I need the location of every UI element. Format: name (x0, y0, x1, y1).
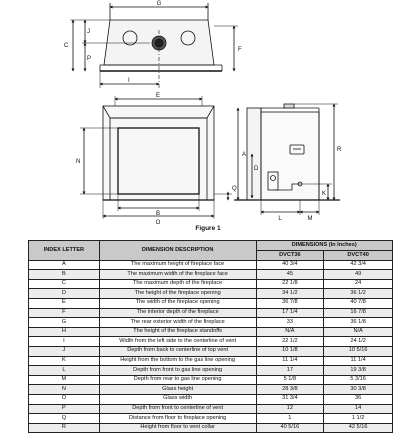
cell-index-letter: O (29, 394, 100, 404)
letter-b: B (155, 211, 161, 217)
cell-dvct36: 12 (256, 404, 324, 414)
table-header (29, 241, 393, 261)
cell-dvct36: 28 3/8 (256, 385, 324, 395)
letter-m: M (307, 216, 313, 222)
cell-description: Height from the bottom to the gas line opening (99, 356, 256, 366)
cell-dvct36: 33 (256, 318, 324, 328)
letter-e: E (155, 93, 161, 99)
cell-dvct36: 34 1/2 (256, 289, 324, 299)
cell-index-letter: G (29, 318, 100, 328)
cell-dvct40: 5 3/16 (324, 375, 393, 385)
letter-r: R (337, 147, 342, 153)
cell-index-letter: J (29, 346, 100, 356)
cell-dvct36: 40 5/16 (256, 423, 324, 433)
top-view (70, 3, 238, 90)
letter-g: G (156, 1, 162, 7)
header-dvct40: DVCT40 (324, 251, 393, 261)
cell-index-letter: B (29, 270, 100, 280)
table-row (29, 308, 393, 318)
table-row (29, 394, 393, 404)
table-body (29, 260, 393, 433)
table-row (29, 337, 393, 347)
cell-dvct36: 17 1/4 (256, 308, 324, 318)
table-row (29, 356, 393, 366)
cell-index-letter: H (29, 327, 100, 337)
cell-index-letter: K (29, 356, 100, 366)
header-dimensions-group: DIMENSIONS (In Inches) (256, 241, 393, 251)
cell-index-letter: L (29, 366, 100, 376)
cell-dvct40: 1 1/2 (324, 414, 393, 424)
letter-a: A (242, 152, 247, 158)
letter-p: P (87, 56, 92, 62)
cell-description: Depth from front to gas line opening (99, 366, 256, 376)
cell-description: The maximum width of the fireplace face (99, 270, 256, 280)
table-row (29, 366, 393, 376)
cell-dvct40: 42 3/4 (324, 260, 393, 270)
letter-j: J (87, 29, 90, 35)
header-dimension-description: DIMENSION DESCRIPTION (99, 241, 256, 261)
cell-dvct40: 16 7/8 (324, 308, 393, 318)
front-view (80, 96, 232, 219)
cell-dvct40: 10 5/16 (324, 346, 393, 356)
cell-index-letter: N (29, 385, 100, 395)
cell-dvct36: 1 (256, 414, 324, 424)
cell-index-letter: F (29, 308, 100, 318)
cell-dvct36: 31 3/4 (256, 394, 324, 404)
side-view (234, 104, 340, 215)
cell-index-letter: I (29, 337, 100, 347)
cell-description: Height from floor to vent collar (99, 423, 256, 433)
cell-description: The height of the fireplace standoffs (99, 327, 256, 337)
cell-dvct36: 10 1/8 (256, 346, 324, 356)
cell-index-letter: M (29, 375, 100, 385)
header-index-letter: INDEX LETTER (29, 241, 100, 261)
cell-dvct40: 36 1/2 (324, 289, 393, 299)
letter-i: I (128, 78, 130, 84)
cell-dvct40: 42 5/16 (324, 423, 393, 433)
cell-description: The width of the fireplace opening (99, 298, 256, 308)
cell-description: The interior depth of the fireplace (99, 308, 256, 318)
cell-description: Depth from front to centerline of vent (99, 404, 256, 414)
cell-index-letter: Q (29, 414, 100, 424)
cell-dvct36: 22 1/8 (256, 279, 324, 289)
cell-dvct36: 45 (256, 270, 324, 280)
dimensions-table (28, 240, 393, 433)
cell-description: Depth from rear to gas line opening (99, 375, 256, 385)
table-row (29, 404, 393, 414)
letter-o: O (155, 220, 161, 226)
cell-description: Width from the left side to the centerline of vent (99, 337, 256, 347)
cell-dvct36: N/A (256, 327, 324, 337)
cell-description: Glass width (99, 394, 256, 404)
cell-dvct40: 30 3/8 (324, 385, 393, 395)
figure-caption: Figure 1 (195, 225, 221, 232)
table-row (29, 414, 393, 424)
cell-description: Depth from back to centerline of top vent (99, 346, 256, 356)
cell-index-letter: R (29, 423, 100, 433)
table-row (29, 279, 393, 289)
cell-dvct36: 22 1/2 (256, 337, 324, 347)
letter-n: N (76, 159, 81, 165)
cell-description: The rear exterior width of the fireplace (99, 318, 256, 328)
cell-index-letter: D (29, 289, 100, 299)
cell-description: The maximum depth of the fireplace (99, 279, 256, 289)
cell-dvct40: 24 (324, 279, 393, 289)
letter-q: Q (232, 186, 237, 192)
table-row (29, 270, 393, 280)
cell-dvct40: 14 (324, 404, 393, 414)
table-row (29, 346, 393, 356)
cell-description: Glass height (99, 385, 256, 395)
letter-c: C (64, 43, 69, 49)
cell-dvct40: 24 1/2 (324, 337, 393, 347)
letter-k: K (322, 191, 327, 197)
cell-description: Distance from floor to fireplace opening (99, 414, 256, 424)
cell-description: The height of the fireplace opening (99, 289, 256, 299)
cell-index-letter: C (29, 279, 100, 289)
cell-dvct40: 40 7/8 (324, 298, 393, 308)
table-row (29, 289, 393, 299)
header-dvct36: DVCT36 (256, 251, 324, 261)
letter-l: L (278, 216, 282, 222)
cell-dvct36: 11 1/4 (256, 356, 324, 366)
cell-dvct40: 36 1/8 (324, 318, 393, 328)
cell-index-letter: P (29, 404, 100, 414)
cell-dvct40: N/A (324, 327, 393, 337)
cell-dvct40: 49 (324, 270, 393, 280)
letter-d: D (254, 166, 259, 172)
cell-dvct40: 19 3/8 (324, 366, 393, 376)
cell-dvct36: 36 7/8 (256, 298, 324, 308)
table-row (29, 385, 393, 395)
table-row (29, 318, 393, 328)
cell-dvct40: 11 1/4 (324, 356, 393, 366)
table-row (29, 327, 393, 337)
cell-description: The maximum height of fireplace face (99, 260, 256, 270)
table-row (29, 260, 393, 270)
cell-dvct40: 36 (324, 394, 393, 404)
cell-dvct36: 5 1/8 (256, 375, 324, 385)
table-row (29, 423, 393, 433)
cell-dvct36: 17 (256, 366, 324, 376)
cell-index-letter: E (29, 298, 100, 308)
table-row (29, 375, 393, 385)
table-row (29, 298, 393, 308)
letter-f: F (238, 47, 242, 53)
cell-index-letter: A (29, 260, 100, 270)
cell-dvct36: 40 3/4 (256, 260, 324, 270)
